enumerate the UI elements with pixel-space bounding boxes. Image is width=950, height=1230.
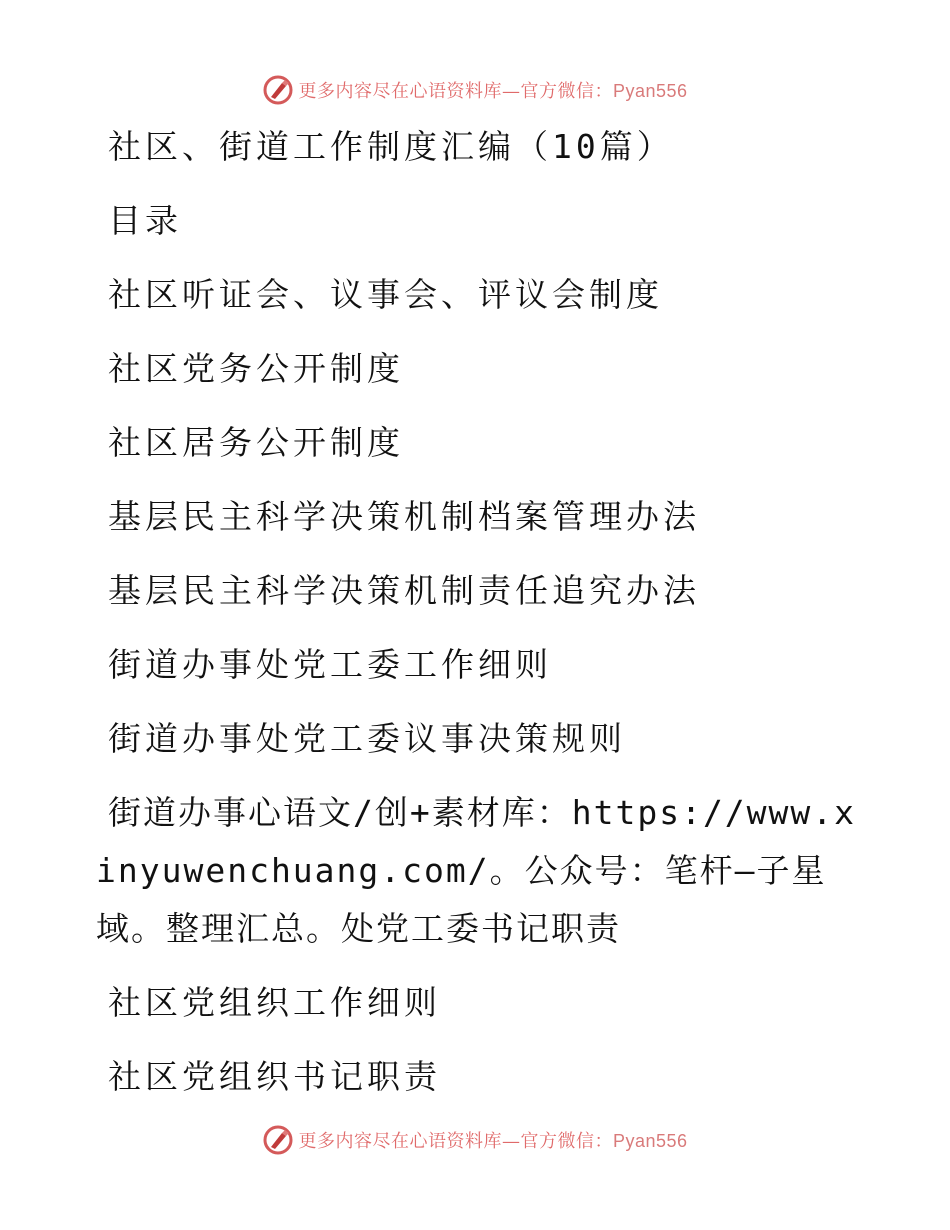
toc-item: 社区居务公开制度 [108,423,404,462]
document-body [96,118,856,1122]
toc-item: 街道办事处党工委议事决策规则 [108,719,626,758]
toc-paragraph [96,784,856,958]
pen-logo-icon [262,74,294,106]
watermark-label: 更多内容尽在心语资料库—官方微信： [298,1131,613,1152]
watermark-header [0,70,950,110]
toc-item: 基层民主科学决策机制档案管理办法 [108,497,700,536]
toc-heading: 目录 [108,201,182,240]
watermark-footer [0,1120,950,1160]
toc-item: 基层民主科学决策机制责任追究办法 [108,571,700,610]
toc-item: 社区党组织书记职责 [108,1057,441,1096]
watermark-text [298,1127,687,1153]
toc-item: 街道办事处党工委工作细则 [108,645,552,684]
toc-item: 社区党务公开制度 [108,349,404,388]
toc-item: 社区党组织工作细则 [108,983,441,1022]
paragraph-text: 街道办事心语文/创+素材库：https://www.xinyuwenchuang.com/。公众号：笔杆—子星域。整理汇总。处党工委书记职责 [96,793,857,948]
toc-item: 社区听证会、议事会、评议会制度 [108,275,663,314]
watermark-text [298,77,687,103]
watermark-id: Pyan556 [612,1131,688,1151]
watermark-id: Pyan556 [612,81,688,101]
document-title: 社区、街道工作制度汇编（10篇） [108,127,674,166]
watermark-label: 更多内容尽在心语资料库—官方微信： [298,81,613,102]
pen-logo-icon [262,1124,294,1156]
